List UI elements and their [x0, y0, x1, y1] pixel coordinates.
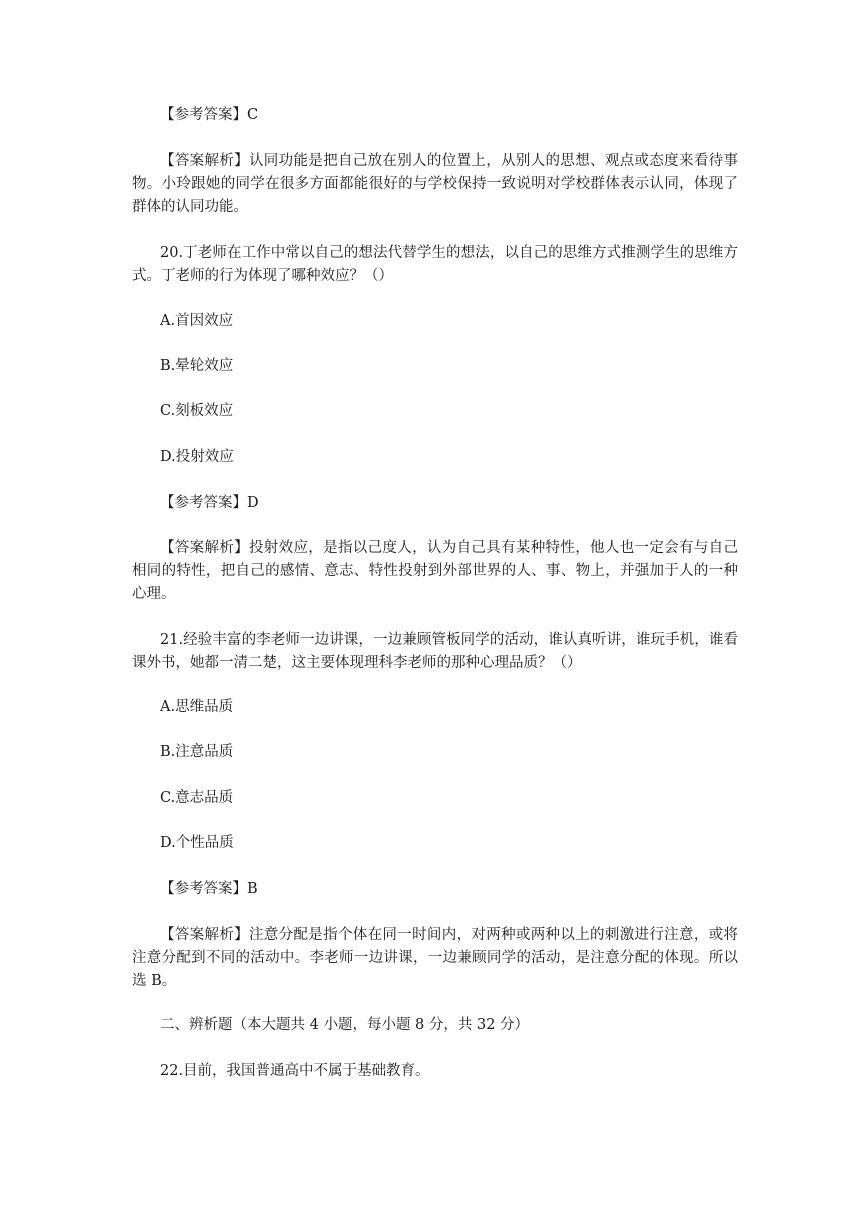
q21-question: 21.经验丰富的李老师一边讲课，一边兼顾管板同学的活动，谁认真听讲，谁玩手机，谁看课外书，她都一清二楚，这主要体现理科李老师的那种心理品质？（）	[132, 632, 738, 671]
q21-option-d: D.个性品质	[160, 835, 234, 851]
q21-option-b: B.注意品质	[160, 744, 234, 760]
q20-reference-answer: 【参考答案】D	[160, 495, 259, 511]
q20-question: 20.丁老师在工作中常以自己的想法代替学生的想法，以自己的思维方式推测学生的思维方式。丁老师的行为体现了哪种效应？（）	[132, 245, 738, 284]
q22-question: 22.目前，我国普通高中不属于基础教育。	[160, 1063, 430, 1079]
q19-reference-answer: 【参考答案】C	[160, 107, 259, 123]
q20-option-d: D.投射效应	[160, 449, 234, 465]
q19-answer-analysis: 【答案解析】认同功能是把自己放在别人的位置上，从别人的思想、观点或态度来看待事物。小玲跟她的同学在很多方面都能很好的与学校保持一致说明对学校群体表示认同，体现了群体的认同功能。	[132, 153, 738, 215]
q20-answer-analysis: 【答案解析】投射效应，是指以己度人，认为自己具有某种特性，他人也一定会有与自己相同的特性，把自己的感情、意志、特性投射到外部世界的人、事、物上，并强加于人的一种心理。	[132, 540, 738, 602]
q21-answer-analysis: 【答案解析】注意分配是指个体在同一时间内，对两种或两种以上的刺激进行注意，或将注意分配到不同的活动中。李老师一边讲课，一边兼顾同学的活动，是注意分配的体现。所以选 B。	[132, 927, 738, 989]
q20-option-c: C.刻板效应	[160, 403, 234, 419]
q20-option-b: B.晕轮效应	[160, 358, 234, 374]
q21-reference-answer: 【参考答案】B	[160, 881, 258, 897]
q21-option-c: C.意志品质	[160, 790, 234, 806]
section-2-heading: 二、辨析题（本大题共 4 小题，每小题 8 分，共 32 分）	[160, 1017, 530, 1033]
q20-option-a: A.首因效应	[160, 313, 234, 329]
q21-option-a: A.思维品质	[160, 699, 234, 715]
